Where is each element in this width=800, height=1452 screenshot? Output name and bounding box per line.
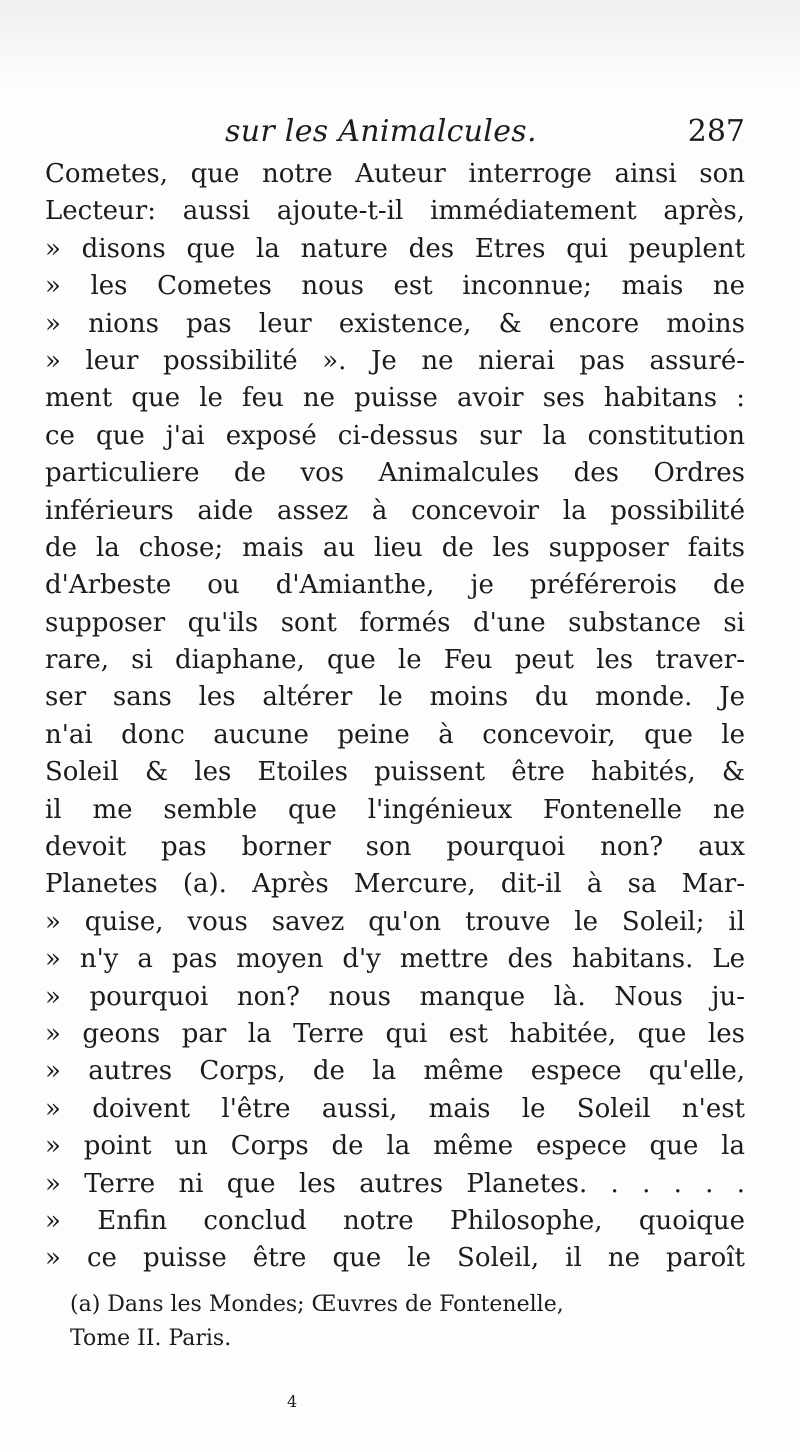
text-line: ment que le feu ne puisse avoir ses habitans :: [45, 383, 745, 414]
body-text: [45, 156, 745, 1278]
text-line: il me semble que l'ingénieux Fontenelle ne: [45, 794, 745, 825]
text-line: » autres Corps, de la même espece qu'elle,: [45, 1056, 745, 1087]
page-header: [40, 106, 745, 156]
text-line: supposer qu'ils sont formés d'une substance si: [45, 607, 745, 638]
page-number: 287: [687, 114, 745, 149]
text-line: » leur possibilité ». Je ne nierai pas assuré-: [45, 345, 745, 376]
text-line: ser sans les altérer le moins du monde. Je: [45, 682, 745, 713]
text-line: » geons par la Terre qui est habitée, que les: [45, 1018, 745, 1049]
text-line: de la chose; mais au lieu de les supposer faits: [45, 532, 745, 563]
footnote: (a) Dans les Mondes; Œuvres de Fontenelle, Tome II. Paris.: [70, 1292, 564, 1351]
text-line: » n'y a pas moyen d'y mettre des habitans. Le: [45, 944, 745, 975]
text-line: ce que j'ai exposé ci-dessus sur la constitution: [45, 420, 745, 451]
text-line: Soleil & les Etoiles puissent être habités, &: [45, 757, 745, 788]
text-line: » doivent l'être aussi, mais le Soleil n'est: [45, 1093, 745, 1124]
running-title: sur les Animalcules.: [225, 114, 537, 149]
text-line: particuliere de vos Animalcules des Ordres: [45, 458, 745, 489]
text-line: Lecteur: aussi ajoute-t-il immédiatement après,: [45, 196, 745, 227]
text-line: » nions pas leur existence, & encore moins: [45, 308, 745, 339]
signature-mark: 4: [287, 1392, 298, 1411]
text-line: n'ai donc aucune peine à concevoir, que le: [45, 719, 745, 750]
text-line: » Enfin conclud notre Philosophe, quoique: [45, 1205, 745, 1236]
text-line: » ce puisse être que le Soleil, il ne paroît: [45, 1243, 745, 1274]
text-line: » les Cometes nous est inconnue; mais ne: [45, 271, 745, 302]
text-line: rare, si diaphane, que le Feu peut les traver-: [45, 645, 745, 676]
text-line: » disons que la nature des Etres qui peuplent: [45, 233, 745, 264]
text-line: » point un Corps de la même espece que la: [45, 1131, 745, 1162]
text-line: » Terre ni que les autres Planetes. . . . . .: [45, 1168, 745, 1199]
scan-shadow: [0, 0, 800, 90]
text-line: » pourquoi non? nous manque là. Nous ju-: [45, 981, 745, 1012]
text-line: inférieurs aide assez à concevoir la possibilité: [45, 495, 745, 526]
text-line: devoit pas borner son pourquoi non? aux: [45, 832, 745, 863]
text-line: Cometes, que notre Auteur interroge ainsi son: [45, 159, 745, 189]
text-line: Planetes (a). Après Mercure, dit-il à sa Mar-: [45, 869, 745, 900]
text-line: » quise, vous savez qu'on trouve le Soleil; il: [45, 906, 745, 937]
text-line: d'Arbeste ou d'Amianthe, je préférerois de: [45, 570, 745, 601]
